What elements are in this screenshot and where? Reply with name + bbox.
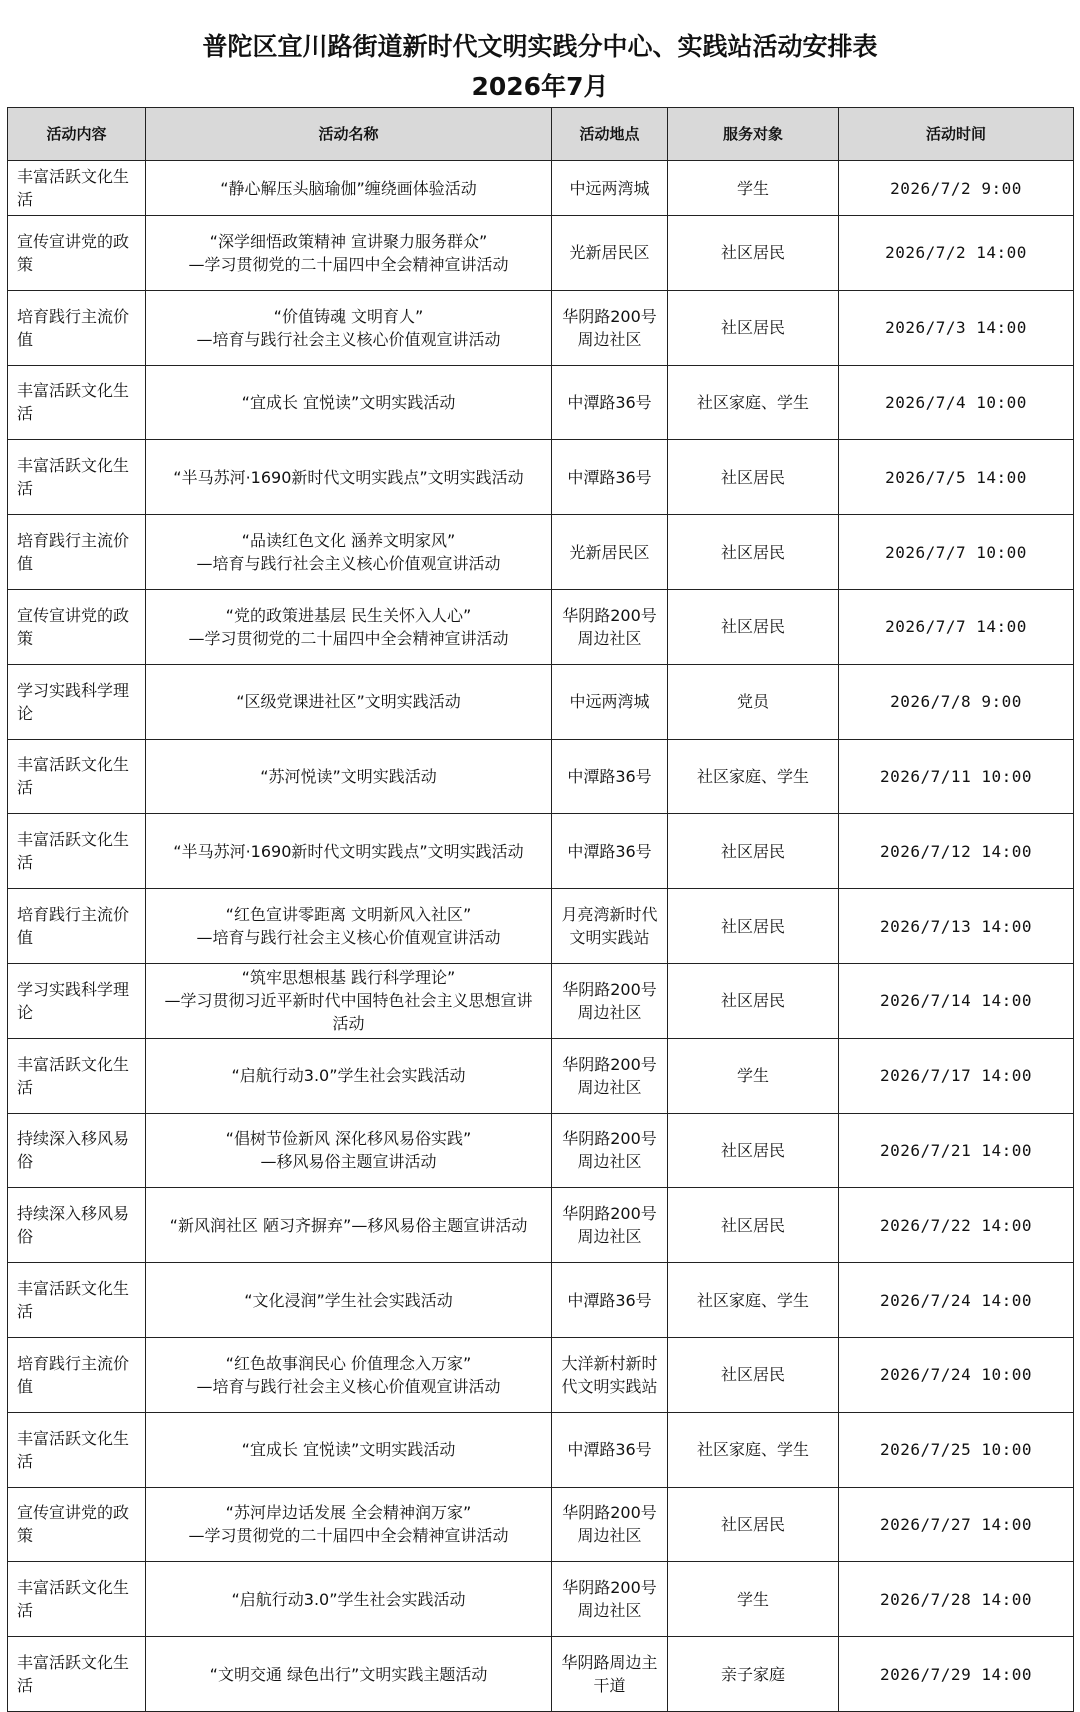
activity-name-line: —学习贯彻党的二十届四中全会精神宣讲活动 <box>188 628 509 648</box>
table-row <box>8 161 1074 216</box>
activity-name-line: “宜成长 宜悦读”文明实践活动 <box>241 1440 456 1460</box>
cell-time: 2026/7/24 14:00 <box>839 1263 1074 1338</box>
place-line: 中潭路36号 <box>567 392 652 412</box>
activity-name-line: —培育与践行社会主义核心价值观宣讲活动 <box>196 928 501 948</box>
cell-activity-name <box>146 739 552 814</box>
cell-audience: 社区居民 <box>668 515 839 590</box>
place-line: 华阴路200号 <box>562 1129 657 1149</box>
cell-activity-name <box>146 216 552 291</box>
table-row <box>8 1637 1074 1712</box>
table-row <box>8 290 1074 365</box>
activity-name-line: “宜成长 宜悦读”文明实践活动 <box>241 392 456 412</box>
cell-activity-name <box>146 1263 552 1338</box>
cell-time: 2026/7/14 14:00 <box>839 963 1074 1038</box>
place-line: 华阴路200号 <box>562 1204 657 1224</box>
place-line: 文明实践站 <box>569 928 650 948</box>
activity-name-line: —学习贯彻党的二十届四中全会精神宣讲活动 <box>188 1526 509 1546</box>
table-row <box>8 739 1074 814</box>
cell-category: 丰富活跃文化生活 <box>8 1038 146 1113</box>
cell-category: 学习实践科学理论 <box>8 963 146 1038</box>
cell-audience: 社区居民 <box>668 1487 839 1562</box>
cell-category: 宣传宣讲党的政策 <box>8 589 146 664</box>
table-row <box>8 589 1074 664</box>
cell-activity-name <box>146 1188 552 1263</box>
place-line: 华阴路200号 <box>562 1503 657 1523</box>
table-row <box>8 515 1074 590</box>
activity-name-line: —学习贯彻党的二十届四中全会精神宣讲活动 <box>188 254 509 274</box>
place-line: 中潭路36号 <box>567 467 652 487</box>
activity-name-line: “启航行动3.0”学生社会实践活动 <box>231 1066 466 1086</box>
place-line: 周边社区 <box>577 1227 642 1247</box>
cell-time: 2026/7/29 14:00 <box>839 1637 1074 1712</box>
activity-name-line: —培育与践行社会主义核心价值观宣讲活动 <box>196 1376 501 1396</box>
cell-category: 宣传宣讲党的政策 <box>8 216 146 291</box>
cell-category: 丰富活跃文化生活 <box>8 1412 146 1487</box>
cell-place <box>552 589 668 664</box>
place-line: 大洋新村新时 <box>561 1353 658 1373</box>
cell-activity-name <box>146 515 552 590</box>
cell-time: 2026/7/12 14:00 <box>839 814 1074 889</box>
cell-audience: 社区居民 <box>668 814 839 889</box>
cell-time: 2026/7/13 14:00 <box>839 889 1074 964</box>
cell-place <box>552 1562 668 1637</box>
table-row <box>8 1562 1074 1637</box>
cell-time: 2026/7/25 10:00 <box>839 1412 1074 1487</box>
place-line: 光新居民区 <box>569 542 650 562</box>
cell-place <box>552 1337 668 1412</box>
cell-activity-name <box>146 589 552 664</box>
activity-name-line: “区级党课进社区”文明实践活动 <box>236 692 461 712</box>
cell-audience: 社区居民 <box>668 589 839 664</box>
cell-category: 丰富活跃文化生活 <box>8 1637 146 1712</box>
cell-time: 2026/7/24 10:00 <box>839 1337 1074 1412</box>
table-row <box>8 814 1074 889</box>
cell-place <box>552 161 668 216</box>
activity-name-line: —培育与践行社会主义核心价值观宣讲活动 <box>196 554 501 574</box>
cell-place <box>552 664 668 739</box>
cell-activity-name <box>146 1337 552 1412</box>
cell-place <box>552 889 668 964</box>
place-line: 周边社区 <box>577 329 642 349</box>
cell-place <box>552 963 668 1038</box>
table-row <box>8 365 1074 440</box>
activity-name-line: “新风润社区 陋习齐摒弃”—移风易俗主题宣讲活动 <box>169 1215 528 1235</box>
cell-activity-name <box>146 365 552 440</box>
place-line: 中潭路36号 <box>567 841 652 861</box>
activity-name-line: “半马苏河·1690新时代文明实践点”文明实践活动 <box>173 467 524 487</box>
cell-activity-name <box>146 440 552 515</box>
cell-activity-name <box>146 1113 552 1188</box>
column-header-place: 活动地点 <box>552 108 668 161</box>
activity-name-line: —培育与践行社会主义核心价值观宣讲活动 <box>196 329 501 349</box>
cell-category: 培育践行主流价值 <box>8 889 146 964</box>
cell-category: 宣传宣讲党的政策 <box>8 1487 146 1562</box>
table-row <box>8 1487 1074 1562</box>
cell-time: 2026/7/3 14:00 <box>839 290 1074 365</box>
cell-time: 2026/7/28 14:00 <box>839 1562 1074 1637</box>
cell-audience: 社区居民 <box>668 1113 839 1188</box>
cell-category: 丰富活跃文化生活 <box>8 161 146 216</box>
cell-activity-name <box>146 963 552 1038</box>
cell-activity-name <box>146 1562 552 1637</box>
cell-time: 2026/7/27 14:00 <box>839 1487 1074 1562</box>
place-line: 干道 <box>593 1676 626 1696</box>
place-line: 华阴路200号 <box>562 979 657 999</box>
cell-place <box>552 1263 668 1338</box>
activity-name-line: “倡树节俭新风 深化移风易俗实践” <box>225 1129 472 1149</box>
cell-audience: 社区家庭、学生 <box>668 739 839 814</box>
activity-name-line: “筑牢思想根基 践行科学理论” <box>241 968 456 988</box>
place-line: 华阴路200号 <box>562 605 657 625</box>
cell-category: 丰富活跃文化生活 <box>8 365 146 440</box>
cell-audience: 社区居民 <box>668 290 839 365</box>
cell-time: 2026/7/22 14:00 <box>839 1188 1074 1263</box>
cell-place <box>552 515 668 590</box>
cell-place <box>552 1188 668 1263</box>
cell-audience: 亲子家庭 <box>668 1637 839 1712</box>
cell-place <box>552 216 668 291</box>
cell-activity-name <box>146 664 552 739</box>
table-row <box>8 440 1074 515</box>
table-row <box>8 963 1074 1038</box>
cell-place <box>552 739 668 814</box>
place-line: 中潭路36号 <box>567 766 652 786</box>
activity-name-line: “价值铸魂 文明育人” <box>273 306 424 326</box>
activity-name-line: 活动 <box>332 1014 365 1034</box>
place-line: 华阴路周边主 <box>561 1653 658 1673</box>
column-header-category: 活动内容 <box>8 108 146 161</box>
cell-place <box>552 1113 668 1188</box>
cell-activity-name <box>146 889 552 964</box>
place-line: 光新居民区 <box>569 243 650 263</box>
place-line: 中潭路36号 <box>567 1440 652 1460</box>
cell-category: 培育践行主流价值 <box>8 515 146 590</box>
cell-place <box>552 814 668 889</box>
activity-name-line: “品读红色文化 涵养文明家风” <box>241 531 456 551</box>
cell-category: 丰富活跃文化生活 <box>8 440 146 515</box>
cell-category: 持续深入移风易俗 <box>8 1113 146 1188</box>
cell-time: 2026/7/21 14:00 <box>839 1113 1074 1188</box>
place-line: 周边社区 <box>577 1002 642 1022</box>
cell-place <box>552 1038 668 1113</box>
cell-audience: 社区居民 <box>668 963 839 1038</box>
table-row <box>8 1038 1074 1113</box>
table-row <box>8 889 1074 964</box>
table-row <box>8 664 1074 739</box>
activity-name-line: “红色故事润民心 价值理念入万家” <box>225 1353 472 1373</box>
cell-time: 2026/7/4 10:00 <box>839 365 1074 440</box>
cell-time: 2026/7/8 9:00 <box>839 664 1074 739</box>
cell-audience: 社区居民 <box>668 1188 839 1263</box>
place-line: 华阴路200号 <box>562 306 657 326</box>
table-row <box>8 1263 1074 1338</box>
activity-name-line: “红色宣讲零距离 文明新风入社区” <box>225 905 472 925</box>
cell-category: 培育践行主流价值 <box>8 290 146 365</box>
cell-audience: 学生 <box>668 1038 839 1113</box>
cell-activity-name <box>146 161 552 216</box>
cell-audience: 社区家庭、学生 <box>668 365 839 440</box>
page-title: 普陀区宜川路街道新时代文明实践分中心、实践站活动安排表 <box>202 32 878 61</box>
place-line: 华阴路200号 <box>562 1578 657 1598</box>
table-row <box>8 216 1074 291</box>
cell-audience: 社区居民 <box>668 216 839 291</box>
place-line: 周边社区 <box>577 1526 642 1546</box>
cell-activity-name <box>146 290 552 365</box>
cell-place <box>552 290 668 365</box>
cell-time: 2026/7/7 10:00 <box>839 515 1074 590</box>
cell-place <box>552 1637 668 1712</box>
cell-category: 丰富活跃文化生活 <box>8 814 146 889</box>
cell-activity-name <box>146 1637 552 1712</box>
table-body <box>8 161 1074 1712</box>
activity-name-line: “深学细悟政策精神 宣讲聚力服务群众” <box>209 231 488 251</box>
cell-category: 学习实践科学理论 <box>8 664 146 739</box>
place-line: 周边社区 <box>577 1601 642 1621</box>
cell-audience: 社区居民 <box>668 440 839 515</box>
cell-audience: 学生 <box>668 1562 839 1637</box>
place-line: 中远两湾城 <box>569 178 650 198</box>
place-line: 周边社区 <box>577 1077 642 1097</box>
cell-category: 丰富活跃文化生活 <box>8 739 146 814</box>
cell-audience: 社区居民 <box>668 889 839 964</box>
cell-time: 2026/7/2 14:00 <box>839 216 1074 291</box>
cell-category: 丰富活跃文化生活 <box>8 1562 146 1637</box>
activity-name-line: “文化浸润”学生社会实践活动 <box>244 1290 453 1310</box>
activity-name-line: “半马苏河·1690新时代文明实践点”文明实践活动 <box>173 841 524 861</box>
table-row <box>8 1188 1074 1263</box>
cell-place <box>552 1487 668 1562</box>
cell-place <box>552 440 668 515</box>
cell-category: 培育践行主流价值 <box>8 1337 146 1412</box>
cell-activity-name <box>146 814 552 889</box>
cell-audience: 社区家庭、学生 <box>668 1263 839 1338</box>
cell-audience: 学生 <box>668 161 839 216</box>
activity-schedule-table <box>7 107 1074 1712</box>
column-header-time: 活动时间 <box>839 108 1074 161</box>
table-row <box>8 1412 1074 1487</box>
cell-audience: 党员 <box>668 664 839 739</box>
cell-audience: 社区家庭、学生 <box>668 1412 839 1487</box>
place-line: 中潭路36号 <box>567 1290 652 1310</box>
activity-name-line: “苏河悦读”文明实践活动 <box>260 766 437 786</box>
activity-name-line: —学习贯彻习近平新时代中国特色社会主义思想宣讲 <box>164 991 533 1011</box>
activity-name-line: “静心解压头脑瑜伽”缠绕画体验活动 <box>220 178 477 198</box>
page-subtitle: 2026年7月 <box>471 72 609 101</box>
column-header-name: 活动名称 <box>146 108 552 161</box>
cell-category: 持续深入移风易俗 <box>8 1188 146 1263</box>
cell-activity-name <box>146 1487 552 1562</box>
activity-name-line: “苏河岸边话发展 全会精神润万家” <box>225 1503 472 1523</box>
place-line: 代文明实践站 <box>561 1376 658 1396</box>
activity-name-line: —移风易俗主题宣讲活动 <box>260 1152 437 1172</box>
place-line: 中远两湾城 <box>569 692 650 712</box>
cell-activity-name <box>146 1412 552 1487</box>
table-row <box>8 1113 1074 1188</box>
place-line: 周边社区 <box>577 628 642 648</box>
column-header-audience: 服务对象 <box>668 108 839 161</box>
cell-time: 2026/7/11 10:00 <box>839 739 1074 814</box>
cell-audience: 社区居民 <box>668 1337 839 1412</box>
cell-category: 丰富活跃文化生活 <box>8 1263 146 1338</box>
activity-name-line: “启航行动3.0”学生社会实践活动 <box>231 1589 466 1609</box>
cell-activity-name <box>146 1038 552 1113</box>
activity-name-line: “文明交通 绿色出行”文明实践主题活动 <box>209 1664 488 1684</box>
cell-place <box>552 1412 668 1487</box>
place-line: 月亮湾新时代 <box>561 905 658 925</box>
place-line: 华阴路200号 <box>562 1054 657 1074</box>
cell-place <box>552 365 668 440</box>
table-header-row <box>8 108 1074 161</box>
cell-time: 2026/7/2 9:00 <box>839 161 1074 216</box>
table-row <box>8 1337 1074 1412</box>
cell-time: 2026/7/17 14:00 <box>839 1038 1074 1113</box>
cell-time: 2026/7/5 14:00 <box>839 440 1074 515</box>
cell-time: 2026/7/7 14:00 <box>839 589 1074 664</box>
place-line: 周边社区 <box>577 1152 642 1172</box>
activity-name-line: “党的政策进基层 民生关怀入人心” <box>225 605 472 625</box>
